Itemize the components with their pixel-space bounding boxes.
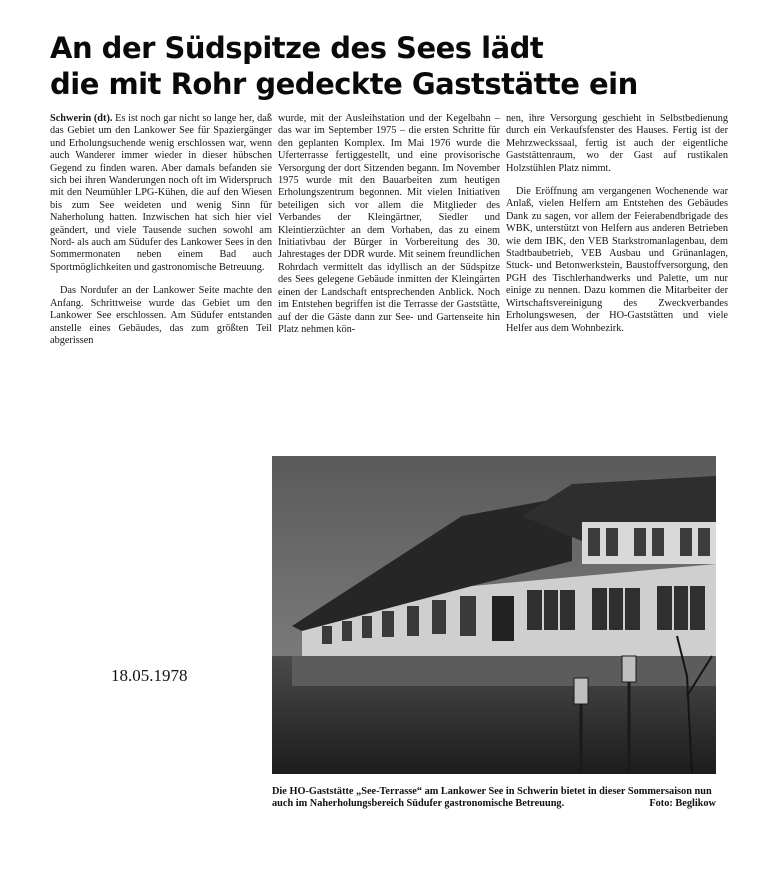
headline-line-1: An der Südspitze des Sees lädt	[50, 31, 544, 65]
dateline: Schwerin (dt).	[50, 113, 113, 124]
article-column-3	[506, 113, 728, 335]
photo-credit: Foto: Beglikow	[649, 798, 716, 810]
caption-text: Die HO-Gaststätte „See-Terrasse“ am Lankower See in Schwerin bietet in dieser Sommersaison nun auch im Naherholungsbereich Südufer gastronomische Betreuung.	[272, 786, 712, 810]
article-paragraph: Die Eröffnung am vergangenen Wochenende war Anlaß, vielen Helfern am Entstehen des Gebäudes Dank zu sagen, vor allem der Feierabendbrigade des WBK, unterstützt von Helfern aus anderen Betrieben wie dem IBK, den VEB Starkstromanlagenbau, dem Stadtbaubetrieb, VEB Ausbau und Grünanlagen, Stuck- und Betonwerkstein, Baustoffversorgung, den PGH des Tischlerhandwerks und Palette, um nur einige zu nennen. Dazu kommen die Mitarbeiter der Wirtschaftsvereinigung des Zweckverbandes Erholungswesen, der HO-Gaststätten und viele Helfer aus dem Wohnbezirk.	[506, 186, 728, 334]
article-paragraph: wurde, mit der Ausleihstation und der Kegelbahn – das war im September 1975 – die ersten Schritte für den geplanten Komplex. Im Mai 1976 wurde die Uferterrasse fertiggestellt, und eine provisorische Versorgung der dort Sitzenden begann. Im November 1975 wurde mit den Bauarbeiten zum heutigen Erholungszentrum begonnen. Mit vielen Initiativen beteiligen sich vor allem die Mitglieder des Verbandes der Kleingärtner, Siedler und Kleintierzüchter an dem Vorhaben, das zu einem Initiativbau der Bürger in Vorbereitung des 30. Jahrestages der DDR wurde. Mit seinem freundlichen Rohrdach vermittelt das idyllisch an der Südspitze des Sees gelegene Gebäude inmitten der Kleingärten einen der Landschaft entsprechenden Anblick. Noch im Entstehen begriffen ist die Terrasse der Gaststätte, auf der die Gäste dann zur See- und Gartenseite hin Platz nehmen kön-	[278, 113, 500, 335]
article-paragraph	[50, 113, 272, 274]
paragraph-text: Es ist noch gar nicht so lange her, daß das Gebiet um den Lankower See für Spaziergänger und Erholungsuchende wenig erschlossen war, wenn auch Wanderer immer wieder in dieser hübschen Gegend zu finden waren. Aber damals befanden sie sich bei ihren Wanderungen noch oft im Widerspruch mit den Neumühler LPG-Kühen, die auf den Wiesen bis zum See weideten und wenig Sinn für Naherholung hatten. Inzwischen hat sich hier viel geändert, und viele Tausende suchen sowohl am Nord- als auch am Südufer des Lankower Sees in den Sommermonaten neben einem Bad auch Sportmöglichkeiten und gastronomische Betreuung.	[50, 113, 272, 273]
headline-line-2: die mit Rohr gedeckte Gaststätte ein	[50, 67, 638, 101]
article-paragraph: nen, ihre Versorgung geschieht in Selbstbedienung durch ein Verkaufsfenster des Hauses. Fertig ist der Mehrzweckssaal, fertig ist auch der eigentliche Gaststättenraum, wo der Gast auf rustikalen Holzstühlen Platz nimmt.	[506, 113, 728, 174]
article-column-2	[278, 113, 500, 336]
photo-illustration	[272, 456, 716, 774]
article-column-1	[50, 113, 272, 347]
article-paragraph: Das Nordufer an der Lankower Seite machte den Anfang. Schrittweise wurde das Gebiet um den Lankower See erschlossen. Am Südufer entstanden anstelle eines Gebäudes, das zum größten Teil abgerissen	[50, 285, 272, 346]
restaurant-photo	[272, 456, 716, 774]
headline	[50, 30, 670, 102]
photo-caption	[272, 786, 716, 811]
date-stamp: 18.05.1978	[111, 666, 188, 685]
